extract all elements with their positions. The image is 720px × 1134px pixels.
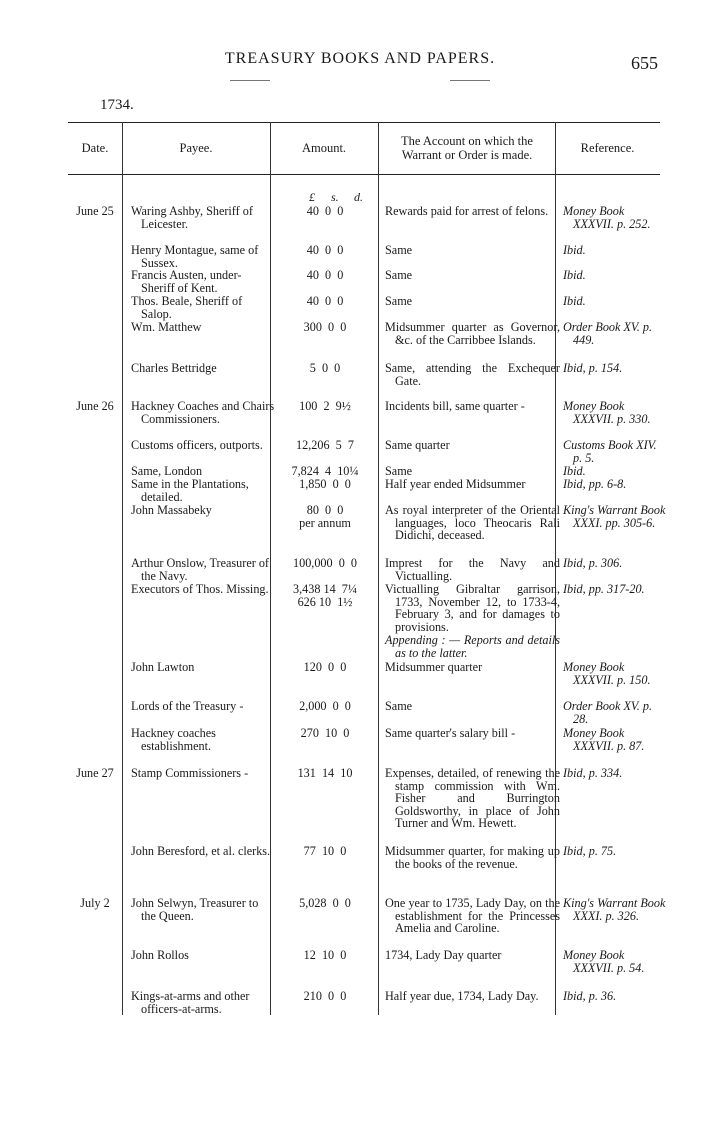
entry-reference: Money Book XXXVII. p. 150. bbox=[563, 660, 651, 687]
entry-amount: 2,000 0 0 bbox=[299, 699, 351, 713]
entry-payee: Customs officers, outports. bbox=[131, 438, 263, 452]
entry-payee: Thos. Beale, Sheriff of Salop. bbox=[131, 294, 243, 321]
entry-amount: 210 0 0 bbox=[303, 989, 347, 1003]
entry-account: Rewards paid for arrest of felons. bbox=[385, 204, 549, 218]
entry-amount: 100,000 0 0 bbox=[293, 556, 357, 570]
entry-payee: John Beresford, et al. clerks. bbox=[131, 844, 271, 858]
entry-account: Same bbox=[385, 243, 413, 257]
entry-reference: Ibid. bbox=[563, 243, 586, 257]
entry-account: Same bbox=[385, 268, 413, 282]
entry-date: June 25 bbox=[76, 204, 114, 218]
entry-amount: 40 0 0 bbox=[306, 268, 344, 282]
column-divider bbox=[122, 122, 123, 1015]
entry-amount: 77 10 0 bbox=[303, 844, 347, 858]
entry-payee: Waring Ashby, Sheriff of Leicester. bbox=[131, 204, 253, 231]
entry-payee: Arthur Onslow, Treasurer of the Navy. bbox=[131, 556, 269, 583]
head-rule-left bbox=[230, 80, 270, 81]
entry-payee: Hackney coaches establishment. bbox=[131, 726, 216, 753]
entry-reference: Ibid, p. 75. bbox=[563, 844, 617, 858]
entry-amount: 40 0 0 bbox=[306, 243, 344, 257]
column-header-payee: Payee. bbox=[179, 141, 213, 155]
entry-payee: John Selwyn, Treasurer to the Queen. bbox=[131, 896, 259, 923]
entry-reference: Ibid. bbox=[563, 294, 586, 308]
entry-payee: Executors of Thos. Missing. bbox=[131, 582, 269, 596]
entry-account: Victualling Gibraltar garrison, 1733, November 12, to 1733-4, February 3, and for damages to provisions. bbox=[385, 582, 560, 634]
entry-reference: Money Book XXXVII. p. 87. bbox=[563, 726, 645, 753]
entry-amount: 5,028 0 0 bbox=[299, 896, 351, 910]
running-head: TREASURY BOOKS AND PAPERS. bbox=[224, 50, 496, 67]
entry-amount: 80 0 0 bbox=[306, 503, 344, 517]
entry-reference: Customs Book XIV. p. 5. bbox=[563, 438, 657, 465]
entry-payee: Kings-at-arms and other officers-at-arms. bbox=[131, 989, 250, 1016]
entry-reference: Order Book XV. p. 28. bbox=[563, 699, 653, 726]
entry-account: As royal interpreter of the Oriental languages, loco Theocaris Rali Didichi, deceased. bbox=[385, 503, 560, 543]
entry-amount: 12 10 0 bbox=[303, 948, 347, 962]
entry-account: Midsummer quarter as Governor, &c. of the Carribbee Islands. bbox=[385, 320, 560, 347]
entry-amount: 131 14 10 bbox=[297, 766, 353, 780]
entry-amount-note: per annum bbox=[299, 516, 351, 530]
table-header-rule bbox=[68, 174, 660, 175]
entry-account: Imprest for the Navy and Victualling. bbox=[385, 556, 560, 583]
entry-reference: Ibid, p. 334. bbox=[563, 766, 623, 780]
entry-reference: Ibid. bbox=[563, 464, 586, 478]
year-label: 1734. bbox=[100, 97, 134, 113]
entry-account-appending: Appending : — Reports and details as to the latter. bbox=[385, 633, 560, 660]
entry-payee: Hackney Coaches and Chairs Commissioners. bbox=[131, 399, 275, 426]
entry-payee: John Lawton bbox=[131, 660, 195, 674]
entry-reference: Money Book XXXVII. p. 252. bbox=[563, 204, 651, 231]
entry-amount: 120 0 0 bbox=[303, 660, 347, 674]
entry-amount: 5 0 0 bbox=[309, 361, 341, 375]
entry-account: One year to 1735, Lady Day, on the establishment for the Princesses Amelia and Caroline. bbox=[385, 896, 560, 936]
entry-payee: Henry Montague, same of Sussex. bbox=[131, 243, 259, 270]
entry-amount: 270 10 0 bbox=[300, 726, 350, 740]
entry-reference: Ibid, p. 154. bbox=[563, 361, 623, 375]
entry-reference: Money Book XXXVII. p. 54. bbox=[563, 948, 645, 975]
entry-reference: Ibid, p. 36. bbox=[563, 989, 617, 1003]
entry-amount: 7,824 4 10¼ bbox=[291, 464, 359, 478]
entry-reference: Ibid, p. 306. bbox=[563, 556, 623, 570]
entry-payee: Same in the Plantations, detailed. bbox=[131, 477, 249, 504]
entry-payee: Same, London bbox=[131, 464, 203, 478]
column-header-amount: Amount. bbox=[301, 141, 347, 155]
entry-amount: 40 0 0 bbox=[306, 294, 344, 308]
entry-payee: Stamp Commissioners - bbox=[131, 766, 249, 780]
entry-account: Same quarter bbox=[385, 438, 450, 452]
column-header-date: Date. bbox=[81, 141, 109, 155]
entry-account: Half year ended Midsummer bbox=[385, 477, 526, 491]
head-rule-right bbox=[450, 80, 490, 81]
column-header-reference: Reference. bbox=[580, 141, 635, 155]
entry-date: July 2 bbox=[80, 896, 110, 910]
page-number: 655 bbox=[631, 53, 658, 73]
entry-account: Incidents bill, same quarter - bbox=[385, 399, 525, 413]
currency-unit-shillings: s. bbox=[331, 190, 339, 204]
entry-account: Same bbox=[385, 294, 413, 308]
entry-payee: Charles Bettridge bbox=[131, 361, 217, 375]
column-header-account: The Account on which the Warrant or Order is made. bbox=[401, 134, 533, 162]
entry-amount: 3,438 14 7¼ 626 10 1½ bbox=[293, 582, 357, 609]
entry-payee: Francis Austen, under-Sheriff of Kent. bbox=[131, 268, 242, 295]
entry-account: Midsummer quarter bbox=[385, 660, 483, 674]
entry-amount: 40 0 0 bbox=[306, 204, 344, 218]
entry-payee: John Rollos bbox=[131, 948, 189, 962]
entry-account: Same bbox=[385, 699, 413, 713]
entry-account: Same, attending the Exchequer Gate. bbox=[385, 361, 560, 388]
currency-unit-pence: d. bbox=[354, 190, 363, 204]
entry-account: Midsummer quarter, for making up the books of the revenue. bbox=[385, 844, 560, 871]
entry-reference: Money Book XXXVII. p. 330. bbox=[563, 399, 651, 426]
entry-amount: 1,850 0 0 bbox=[299, 477, 351, 491]
entry-date: June 27 bbox=[76, 766, 114, 780]
entry-account: Same bbox=[385, 464, 413, 478]
entry-account: Expenses, detailed, of renewing the stamp commission with Wm. Fisher and Burrington Goldsworthy, in place of John Turner and Wm. Hewett. bbox=[385, 766, 560, 831]
entry-account: Same quarter's salary bill - bbox=[385, 726, 516, 740]
entry-amount: 100 2 9½ bbox=[299, 399, 351, 413]
entry-payee: Wm. Matthew bbox=[131, 320, 202, 334]
entry-reference: King's Warrant Book XXXI. p. 326. bbox=[563, 896, 666, 923]
entry-reference: Order Book XV. p. 449. bbox=[563, 320, 653, 347]
entry-account: Half year due, 1734, Lady Day. bbox=[385, 989, 539, 1003]
entry-reference: King's Warrant Book XXXI. pp. 305-6. bbox=[563, 503, 666, 530]
entry-date: June 26 bbox=[76, 399, 114, 413]
entry-reference: Ibid, pp. 6-8. bbox=[563, 477, 627, 491]
entry-amount: 12,206 5 7 bbox=[296, 438, 354, 452]
entry-payee: John Massabeky bbox=[131, 503, 212, 517]
entry-amount: 300 0 0 bbox=[303, 320, 347, 334]
column-divider bbox=[378, 122, 379, 1015]
entry-reference: Ibid. bbox=[563, 268, 586, 282]
entry-reference: Ibid, pp. 317-20. bbox=[563, 582, 645, 596]
entry-payee: Lords of the Treasury - bbox=[131, 699, 244, 713]
currency-unit-pounds: £ bbox=[309, 190, 315, 204]
entry-account: 1734, Lady Day quarter bbox=[385, 948, 502, 962]
